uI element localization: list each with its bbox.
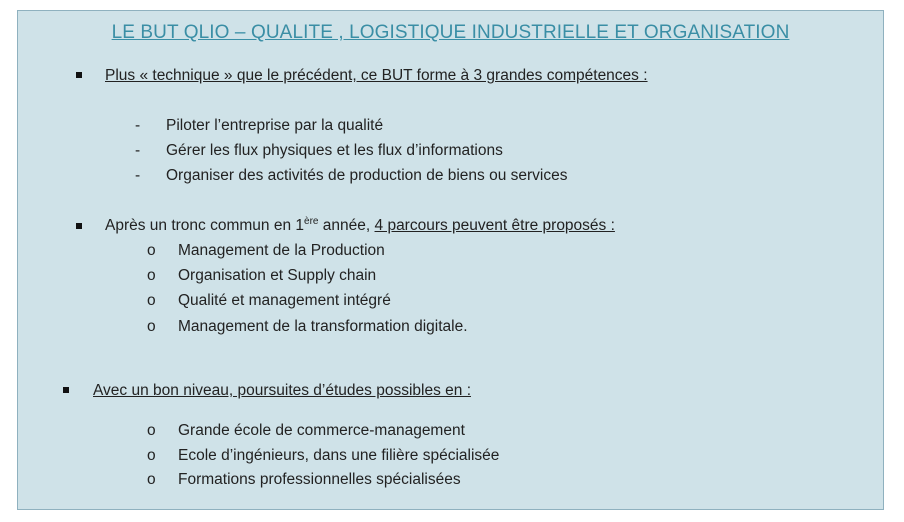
parcours-item: Management de la Production (178, 242, 385, 259)
competence-item: Gérer les flux physiques et les flux d’informations (166, 142, 503, 159)
dash-bullet: - (135, 167, 141, 184)
etudes-item: Ecole d’ingénieurs, dans une filière spécialisée (178, 447, 500, 464)
circle-bullet-icon: o (147, 267, 156, 284)
parcours-item: Organisation et Supply chain (178, 267, 377, 284)
section2-intro-prefix: Après un tronc commun en 1 (105, 217, 305, 234)
circle-bullet-icon: o (147, 447, 156, 464)
section3-intro: Avec un bon niveau, poursuites d’études possibles en : (93, 382, 471, 399)
competence-item: Piloter l’entreprise par la qualité (166, 117, 384, 134)
section2-intro-mid: année, (318, 217, 375, 234)
circle-bullet-icon: o (147, 242, 156, 259)
parcours-item: Qualité et management intégré (178, 292, 391, 309)
circle-bullet-icon: o (147, 422, 156, 439)
parcours-item: Management de la transformation digitale. (178, 318, 468, 335)
etudes-item: Grande école de commerce-management (178, 422, 465, 439)
circle-bullet-icon: o (147, 471, 156, 488)
box-title: LE BUT QLIO – QUALITE , LOGISTIQUE INDUSTRIELLE ET ORGANISATION (111, 22, 790, 43)
section2-intro-underlined: 4 parcours peuvent être proposés : (374, 217, 615, 234)
section1-intro: Plus « technique » que le précédent, ce BUT forme à 3 grandes compétences : (105, 67, 648, 84)
square-bullet-icon (63, 387, 69, 393)
square-bullet-icon (76, 223, 82, 229)
circle-bullet-icon: o (147, 318, 156, 335)
etudes-item: Formations professionnelles spécialisées (178, 471, 461, 488)
dash-bullet: - (135, 117, 141, 134)
competence-item: Organiser des activités de production de biens ou services (166, 167, 568, 184)
square-bullet-icon (76, 72, 82, 78)
circle-bullet-icon: o (147, 292, 156, 309)
qlio-info-box (17, 10, 884, 510)
dash-bullet: - (135, 142, 141, 159)
section2-intro-sup: ère (304, 215, 319, 227)
section2-intro (105, 216, 615, 236)
